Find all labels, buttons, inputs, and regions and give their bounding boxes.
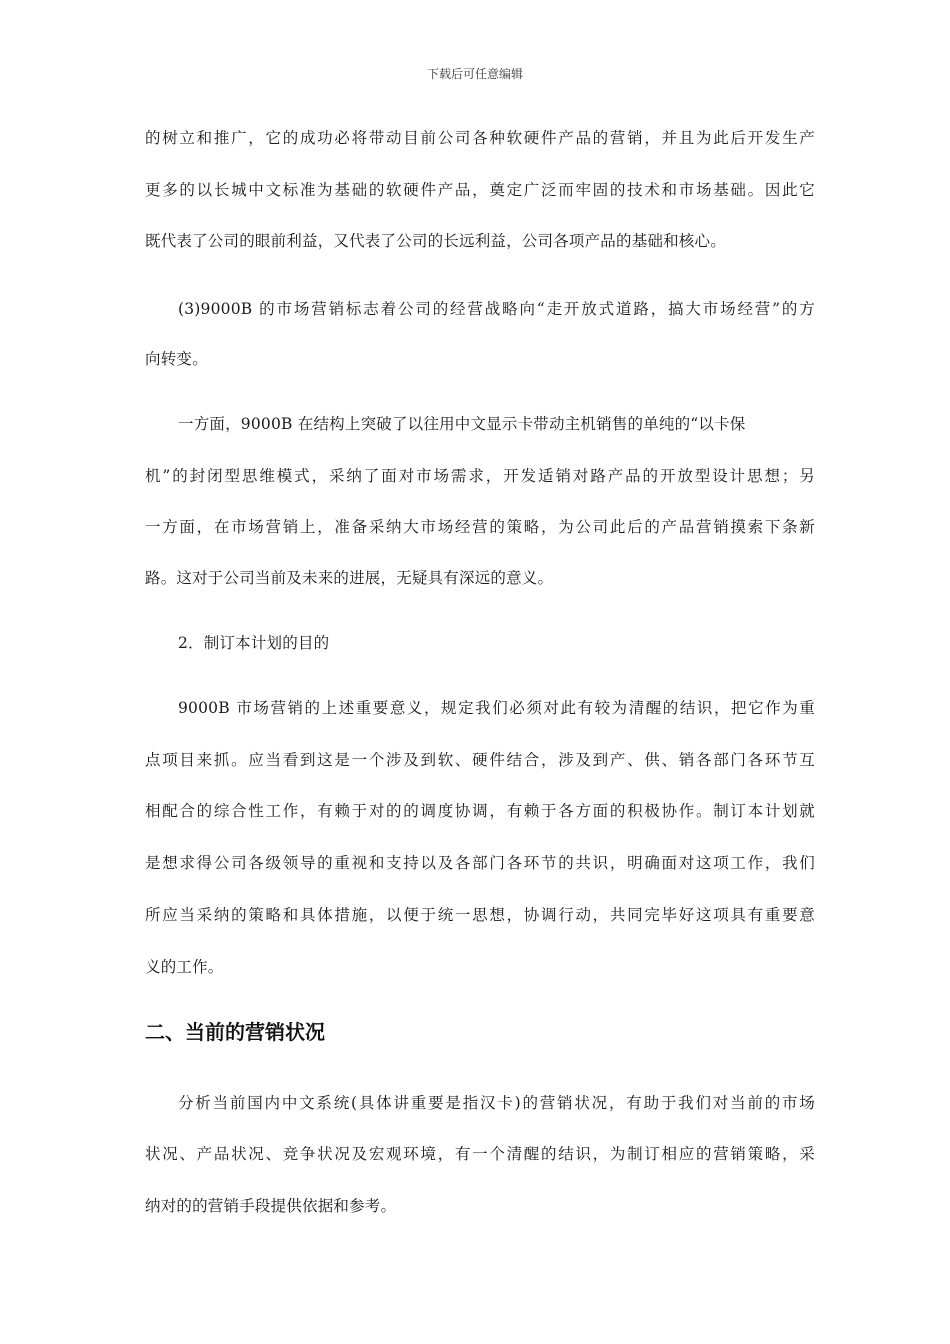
paragraph-line: 点项目来抓。应当看到这是一个涉及到软、硬件结合，涉及到产、供、销各部门各环节互 (145, 751, 815, 769)
section-heading: 二、当前的营销状况 (145, 1020, 325, 1044)
paragraph-line: 义的工作。 (145, 958, 224, 976)
paragraph-line: 纳对的的营销手段提供依据和参考。 (145, 1197, 397, 1215)
paragraph-line: 既代表了公司的眼前利益，又代表了公司的长远利益，公司各项产品的基础和核心。 (145, 232, 726, 250)
paragraph-line: 是想求得公司各级领导的重视和支持以及各部门各环节的共识，明确面对这项工作，我们 (145, 854, 815, 872)
paragraph-line: 一方面，9000B 在结构上突破了以往用中文显示卡带动主机销售的单纯的“以卡保 (178, 415, 746, 433)
paragraph-line: 相配合的综合性工作，有赖于对的的调度协调，有赖于各方面的积极协作。制订本计划就 (145, 802, 815, 820)
subheading: 2．制订本计划的目的 (178, 634, 330, 652)
paragraph-line: 路。这对于公司当前及未来的进展，无疑具有深远的意义。 (145, 569, 554, 587)
paragraph-line: 向转变。 (145, 350, 208, 368)
paragraph-line: 所应当采纳的策略和具体措施，以便于统一思想，协调行动，共同完毕好这项具有重要意 (145, 906, 815, 924)
paragraph-line: 状况、产品状况、竞争状况及宏观环境，有一个清醒的结识，为制订相应的营销策略，采 (145, 1145, 815, 1163)
paragraph-line: 9000B 市场营销的上述重要意义，规定我们必须对此有较为清醒的结识，把它作为重 (178, 699, 815, 717)
paragraph-line: 机”的封闭型思维模式，采纳了面对市场需求，开发适销对路产品的开放型设计思想；另 (145, 467, 815, 485)
page-header: 下载后可任意编辑 (426, 67, 523, 81)
paragraph-line: 分析当前国内中文系统(具体讲重要是指汉卡)的营销状况，有助于我们对当前的市场 (178, 1094, 815, 1112)
paragraph-line: (3)9000B 的市场营销标志着公司的经营战略向“走开放式道路，搞大市场经营”的方 (178, 300, 815, 318)
paragraph-line: 的树立和推广，它的成功必将带动目前公司各种软硬件产品的营销，并且为此后开发生产 (145, 129, 815, 147)
paragraph-line: 更多的以长城中文标准为基础的软硬件产品，奠定广泛而牢固的技术和市场基础。因此它 (145, 181, 815, 199)
paragraph-line: 一方面，在市场营销上，准备采纳大市场经营的策略，为公司此后的产品营销摸索下条新 (145, 518, 815, 536)
